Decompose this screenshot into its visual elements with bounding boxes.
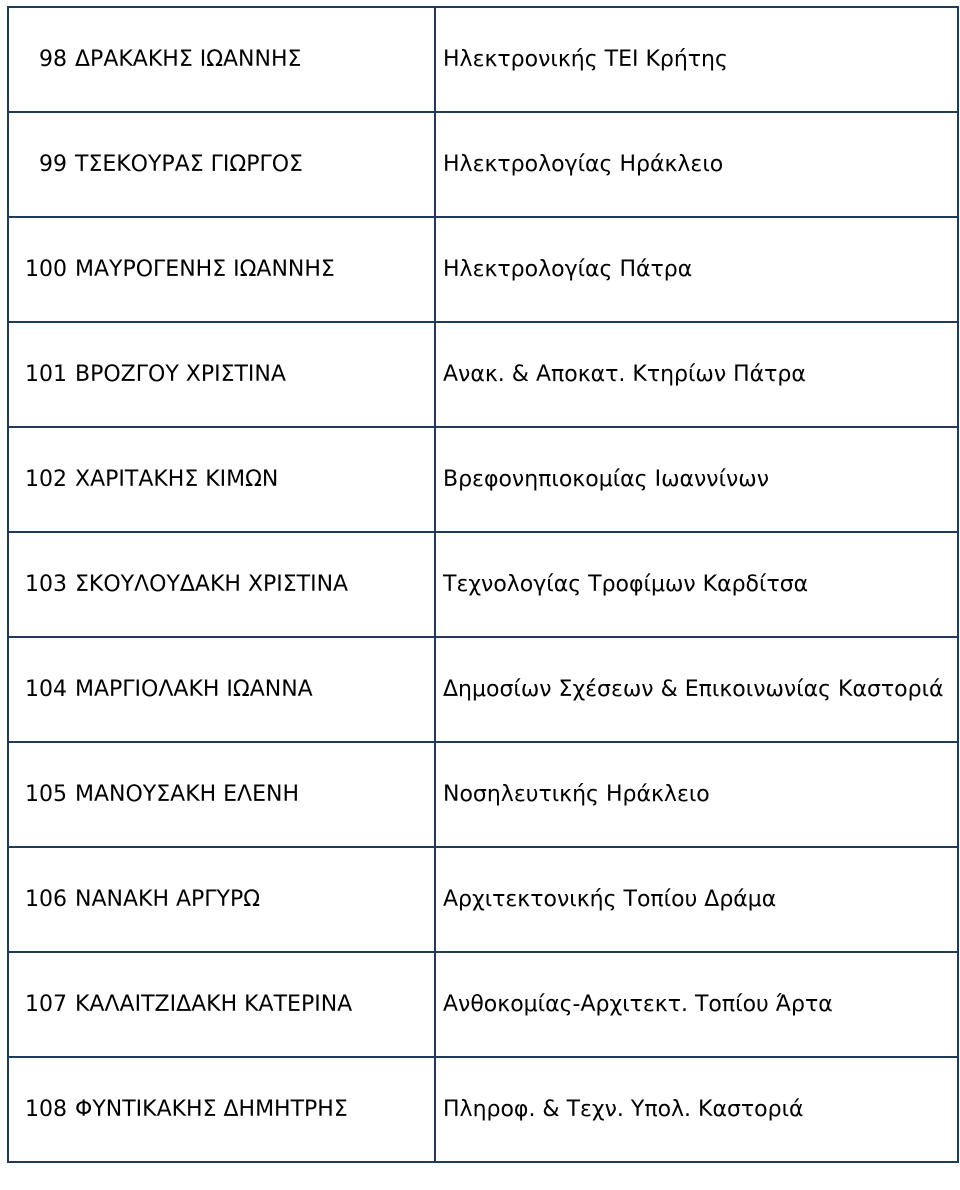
row-number: 106 <box>8 847 71 952</box>
department: Πληροφ. & Τεχν. Υπολ. Καστοριά <box>435 1057 958 1162</box>
row-number: 99 <box>8 112 71 217</box>
department: Νοσηλευτικής Ηράκλειο <box>435 742 958 847</box>
person-name: ΤΣΕΚΟΥΡΑΣ ΓΙΩΡΓΟΣ <box>71 112 435 217</box>
results-table <box>7 6 959 1163</box>
person-name: ΜΑΝΟΥΣΑΚΗ ΕΛΕΝΗ <box>71 742 435 847</box>
table-row <box>8 7 958 112</box>
table-row <box>8 217 958 322</box>
department: Ηλεκτρολογίας Πάτρα <box>435 217 958 322</box>
department: Δημοσίων Σχέσεων & Επικοινωνίας Καστοριά <box>435 637 958 742</box>
row-number: 102 <box>8 427 71 532</box>
results-table-body <box>8 7 958 1162</box>
person-name: ΝΑΝΑΚΗ ΑΡΓΥΡΩ <box>71 847 435 952</box>
table-row <box>8 637 958 742</box>
department: Ανθοκομίας-Αρχιτεκτ. Τοπίου Άρτα <box>435 952 958 1057</box>
table-row <box>8 1057 958 1162</box>
table-row <box>8 742 958 847</box>
row-number: 98 <box>8 7 71 112</box>
person-name: ΚΑΛΑΙΤΖΙΔΑΚΗ ΚΑΤΕΡΙΝΑ <box>71 952 435 1057</box>
row-number: 107 <box>8 952 71 1057</box>
department: Αρχιτεκτονικής Τοπίου Δράμα <box>435 847 958 952</box>
person-name: ΒΡΟΖΓΟΥ ΧΡΙΣΤΙΝΑ <box>71 322 435 427</box>
department: Ηλεκτρολογίας Ηράκλειο <box>435 112 958 217</box>
person-name: ΜΑΥΡΟΓΕΝΗΣ ΙΩΑΝΝΗΣ <box>71 217 435 322</box>
department: Βρεφονηπιοκομίας Ιωαννίνων <box>435 427 958 532</box>
table-row <box>8 112 958 217</box>
table-row <box>8 427 958 532</box>
row-number: 108 <box>8 1057 71 1162</box>
row-number: 100 <box>8 217 71 322</box>
table-row <box>8 322 958 427</box>
row-number: 103 <box>8 532 71 637</box>
row-number: 104 <box>8 637 71 742</box>
row-number: 101 <box>8 322 71 427</box>
person-name: ΧΑΡΙΤΑΚΗΣ ΚΙΜΩΝ <box>71 427 435 532</box>
person-name: ΦΥΝΤΙΚΑΚΗΣ ΔΗΜΗΤΡΗΣ <box>71 1057 435 1162</box>
table-row <box>8 952 958 1057</box>
person-name: ΣΚΟΥΛΟΥΔΑΚΗ ΧΡΙΣΤΙΝΑ <box>71 532 435 637</box>
person-name: ΜΑΡΓΙΟΛΑΚΗ ΙΩΑΝΝΑ <box>71 637 435 742</box>
department: Τεχνολογίας Τροφίμων Καρδίτσα <box>435 532 958 637</box>
row-number: 105 <box>8 742 71 847</box>
table-row <box>8 532 958 637</box>
department: Ανακ. & Αποκατ. Κτηρίων Πάτρα <box>435 322 958 427</box>
table-row <box>8 847 958 952</box>
person-name: ΔΡΑΚΑΚΗΣ ΙΩΑΝΝΗΣ <box>71 7 435 112</box>
department: Ηλεκτρονικής ΤΕΙ Κρήτης <box>435 7 958 112</box>
